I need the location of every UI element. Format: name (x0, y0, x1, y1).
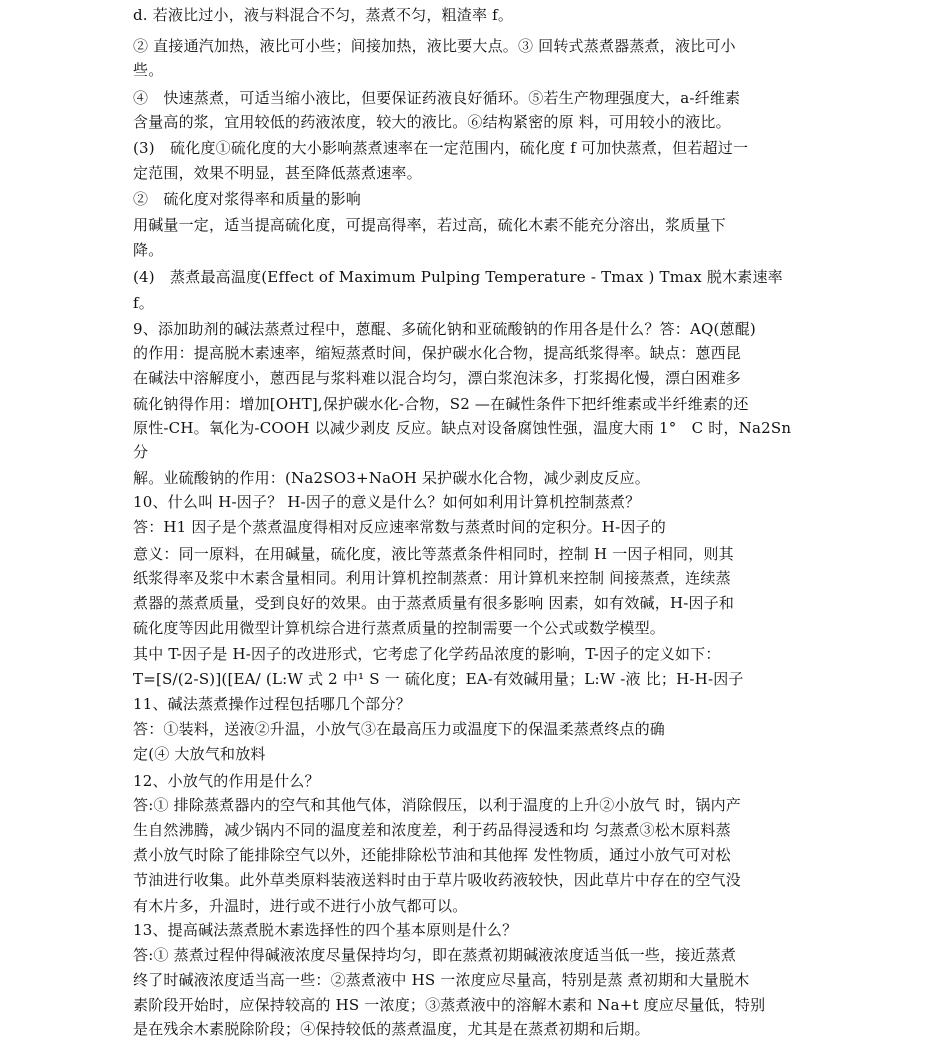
text-line: 节油进行收集。此外草类原料装液送料时由于草片吸收药液较快，因此草片中存在的空气没 (133, 871, 742, 889)
text-line: ② 硫化度对浆得率和质量的影响 (133, 190, 362, 208)
text-line: 9、添加助剂的碱法蒸煮过程中，蒽醌、多硫化钠和亚硫酸钠的作用各是什么？答：AQ(蒽醌) (133, 320, 756, 338)
text-line: 10、什么叫 H-因子？ H-因子的意义是什么？如何如利用计算机控制蒸煮？ (133, 493, 641, 511)
text-line: 煮小放气时除了能排除空气以外，还能排除松节油和其他挥 发性物质，通过小放气可对松 (133, 846, 731, 864)
text-line: 的作用：提高脱木素速率，缩短蒸煮时间，保护碳水化合物，提高纸浆得率。缺点：蒽西昆 (133, 344, 742, 362)
text-line: ④ 快速蒸煮，可适当缩小液比，但要保证药液良好循环。⑤若生产物理强度大，a-纤维素 (133, 89, 741, 107)
text-line: 意义：同一原料，在用碱量，硫化度，液比等蒸煮条件相同时，控制 H 一因子相同，则其 (133, 545, 734, 563)
text-line: 些。 (133, 61, 164, 79)
text-line: d. 若液比过小，液与料混合不匀，蒸煮不匀，粗渣率 f。 (133, 6, 514, 24)
text-line: 答:① 蒸煮过程仲得碱液浓度尽量保持均匀，即在蒸煮初期碱液浓度适当低一些，接近蒸煮 (133, 946, 737, 964)
text-line: 定(④ 大放气和放料 (133, 745, 266, 763)
text-line: 是在残余木素脱除阶段；④保持较低的蒸煮温度，尤其是在蒸煮初期和后期。 (133, 1020, 650, 1038)
text-line: 答:① 排除蒸煮器内的空气和其他气体，消除假压，以利于温度的上升②小放气 时，锅内产 (133, 796, 741, 814)
text-line: 素阶段开始时，应保持较高的 HS 一浓度；③蒸煮液中的溶解木素和 Na+t 度应尽量低，特别 (133, 996, 766, 1014)
text-line: 定范围，效果不明显，甚至降低蒸煮速率。 (133, 164, 422, 182)
text-line: 硫化度等因此用微型计算机综合进行蒸煮质量的控制需要一个公式或数学模型。 (133, 619, 666, 637)
text-line: 分 (133, 443, 149, 461)
text-line: 其中 T-因子是 H-因子的改进形式，它考虑了化学药品浓度的影响，T-因子的定义如下： (133, 645, 721, 663)
text-line: (3) 硫化度①硫化度的大小影响蒸煮速率在一定范围内，硫化度 f 可加快蒸煮，但若超过一 (133, 139, 749, 157)
text-line: ② 直接通汽加热，液比可小些；间接加热，液比要大点。③ 回转式蒸煮器蒸煮，液比可小 (133, 37, 736, 55)
text-line: 答：H1 因子是个蒸煮温度得相对反应速率常数与蒸煮时间的定积分。H-因子的 (133, 518, 666, 536)
text-line: 有木片多，升温时，进行或不进行小放气都可以。 (133, 897, 468, 915)
text-line: 降。 (133, 241, 164, 259)
text-line: 解。业硫酸钠的作用：(Na2SO3+NaOH 呆护碳水化合物，减少剥皮反应。 (133, 469, 650, 487)
text-line: 答：①装料，送液②升温，小放气③在最高压力或温度下的保温柔蒸煮终点的确 (133, 720, 666, 738)
text-line: 用碱量一定，适当提高硫化度，可提高得率，若过高，硫化木素不能充分溶出，浆质量下 (133, 216, 726, 234)
text-line: 在碱法中溶解度小，蒽西昆与浆料难以混合均匀，漂白浆泡沫多，打浆揭化慢，漂白困难多 (133, 369, 742, 387)
text-line: 纸浆得率及浆中木素含量相同。利用计算机控制蒸煮：用计算机来控制 间接蒸煮，连续蒸 (133, 569, 731, 587)
text-line: 煮器的蒸煮质量，受到良好的效果。由于蒸煮质量有很多影响 因素，如有效碱，H-因子和 (133, 594, 735, 612)
text-line: 12、小放气的作用是什么？ (133, 772, 320, 790)
text-line: 11、碱法蒸煮操作过程包括哪几个部分？ (133, 695, 411, 713)
text-line: 13、提高碱法蒸煮脱木素选择性的四个基本原则是什么？ (133, 921, 518, 939)
text-line: f。 (133, 294, 154, 312)
text-line: (4) 蒸煮最高温度(Effect of Maximum Pulping Temperature - Tmax ) Tmax 脱木素速率 (133, 268, 783, 286)
text-line: 硫化钠得作用：增加[OHT],保护碳水化-合物，S2 —在碱性条件下把纤维素或半纤维素的还 (133, 395, 749, 413)
text-line: T=[S/(2-S)]([EA/ (L:W 式 2 中¹ S 一 硫化度；EA-有效碱用量；L:W -液 比；H-H-因子 (133, 670, 744, 688)
text-line: 含量高的浆，宜用较低的药液浓度，较大的液比。⑥结构紧密的原 料，可用较小的液比。 (133, 113, 731, 131)
text-line: 原性-CH。氧化为-COOH 以减少剥皮 反应。缺点对设备腐蚀性强，温度大雨 1° C 时，Na2Sn (133, 419, 792, 437)
text-line: 生自然沸腾，减少锅内不同的温度差和浓度差，利于药品得浸透和均 匀蒸煮③松木原料蒸 (133, 821, 731, 839)
text-line: 终了时碱液浓度适当高一些：②蒸煮液中 HS 一浓度应尽量高，特别是蒸 煮初期和大量脱木 (133, 971, 750, 989)
